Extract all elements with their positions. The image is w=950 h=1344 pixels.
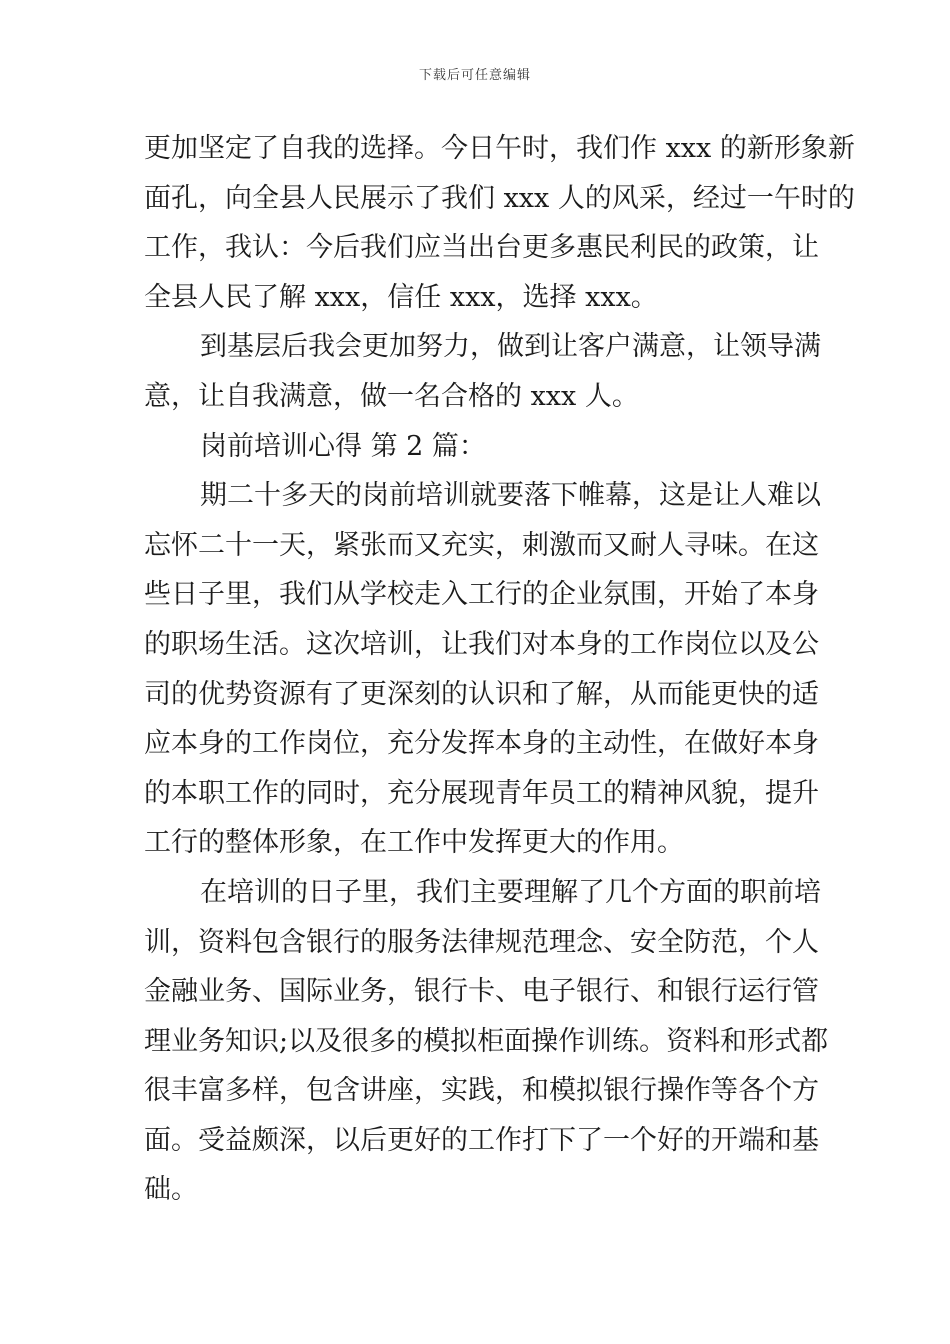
text-line: 理业务知识;以及很多的模拟柜面操作训练。资料和形式都 <box>144 1025 829 1057</box>
document-body <box>144 124 855 1215</box>
text-line: 面孔，向全县人民展示了我们 xxx 人的风采，经过一午时的 <box>144 182 855 214</box>
text-line: 金融业务、国际业务，银行卡、电子银行、和银行运行管 <box>144 976 819 1008</box>
paragraph-2 <box>144 322 821 421</box>
text-line: 忘怀二十一天，紧张而又充实，刺激而又耐人寻味。在这 <box>144 529 819 561</box>
text-line: 些日子里，我们从学校走入工行的企业氛围，开始了本身 <box>144 579 819 611</box>
text-line: 意，让自我满意，做一名合格的 xxx 人。 <box>144 380 639 412</box>
section-heading-text: 岗前培训心得 第 2 篇： <box>200 430 486 462</box>
paragraph-1 <box>144 124 855 322</box>
text-line: 司的优势资源有了更深刻的认识和了解，从而能更快的适 <box>144 678 819 710</box>
text-line: 很丰富多样，包含讲座，实践，和模拟银行操作等各个方 <box>144 1075 819 1107</box>
text-line: 工作，我认：今后我们应当出台更多惠民利民的政策，让 <box>144 232 819 264</box>
text-line: 面。受益颇深，以后更好的工作打下了一个好的开端和基 <box>144 1124 819 1156</box>
text-line: 训，资料包含银行的服务法律规范理念、安全防范，个人 <box>144 926 819 958</box>
text-line: 工行的整体形象，在工作中发挥更大的作用。 <box>144 827 684 859</box>
text-line: 全县人民了解 xxx，信任 xxx，选择 xxx。 <box>144 281 658 313</box>
paragraph-3 <box>144 471 821 868</box>
page-header: 下载后可任意编辑 <box>418 68 531 83</box>
text-line: 期二十多天的岗前培训就要落下帷幕，这是让人难以 <box>200 480 821 512</box>
text-line: 的职场生活。这次培训，让我们对本身的工作岗位以及公 <box>144 628 819 660</box>
text-line: 更加坚定了自我的选择。今日午时，我们作 xxx 的新形象新 <box>144 133 855 164</box>
text-line: 应本身的工作岗位，充分发挥本身的主动性，在做好本身 <box>144 728 819 760</box>
paragraph-4 <box>144 868 829 1215</box>
text-line: 的本职工作的同时，充分展现青年员工的精神风貌，提升 <box>144 777 819 809</box>
text-line: 到基层后我会更加努力，做到让客户满意，让领导满 <box>200 331 821 363</box>
section-heading <box>144 422 816 472</box>
text-line: 础。 <box>144 1174 198 1206</box>
text-line: 在培训的日子里，我们主要理解了几个方面的职前培 <box>200 876 821 908</box>
